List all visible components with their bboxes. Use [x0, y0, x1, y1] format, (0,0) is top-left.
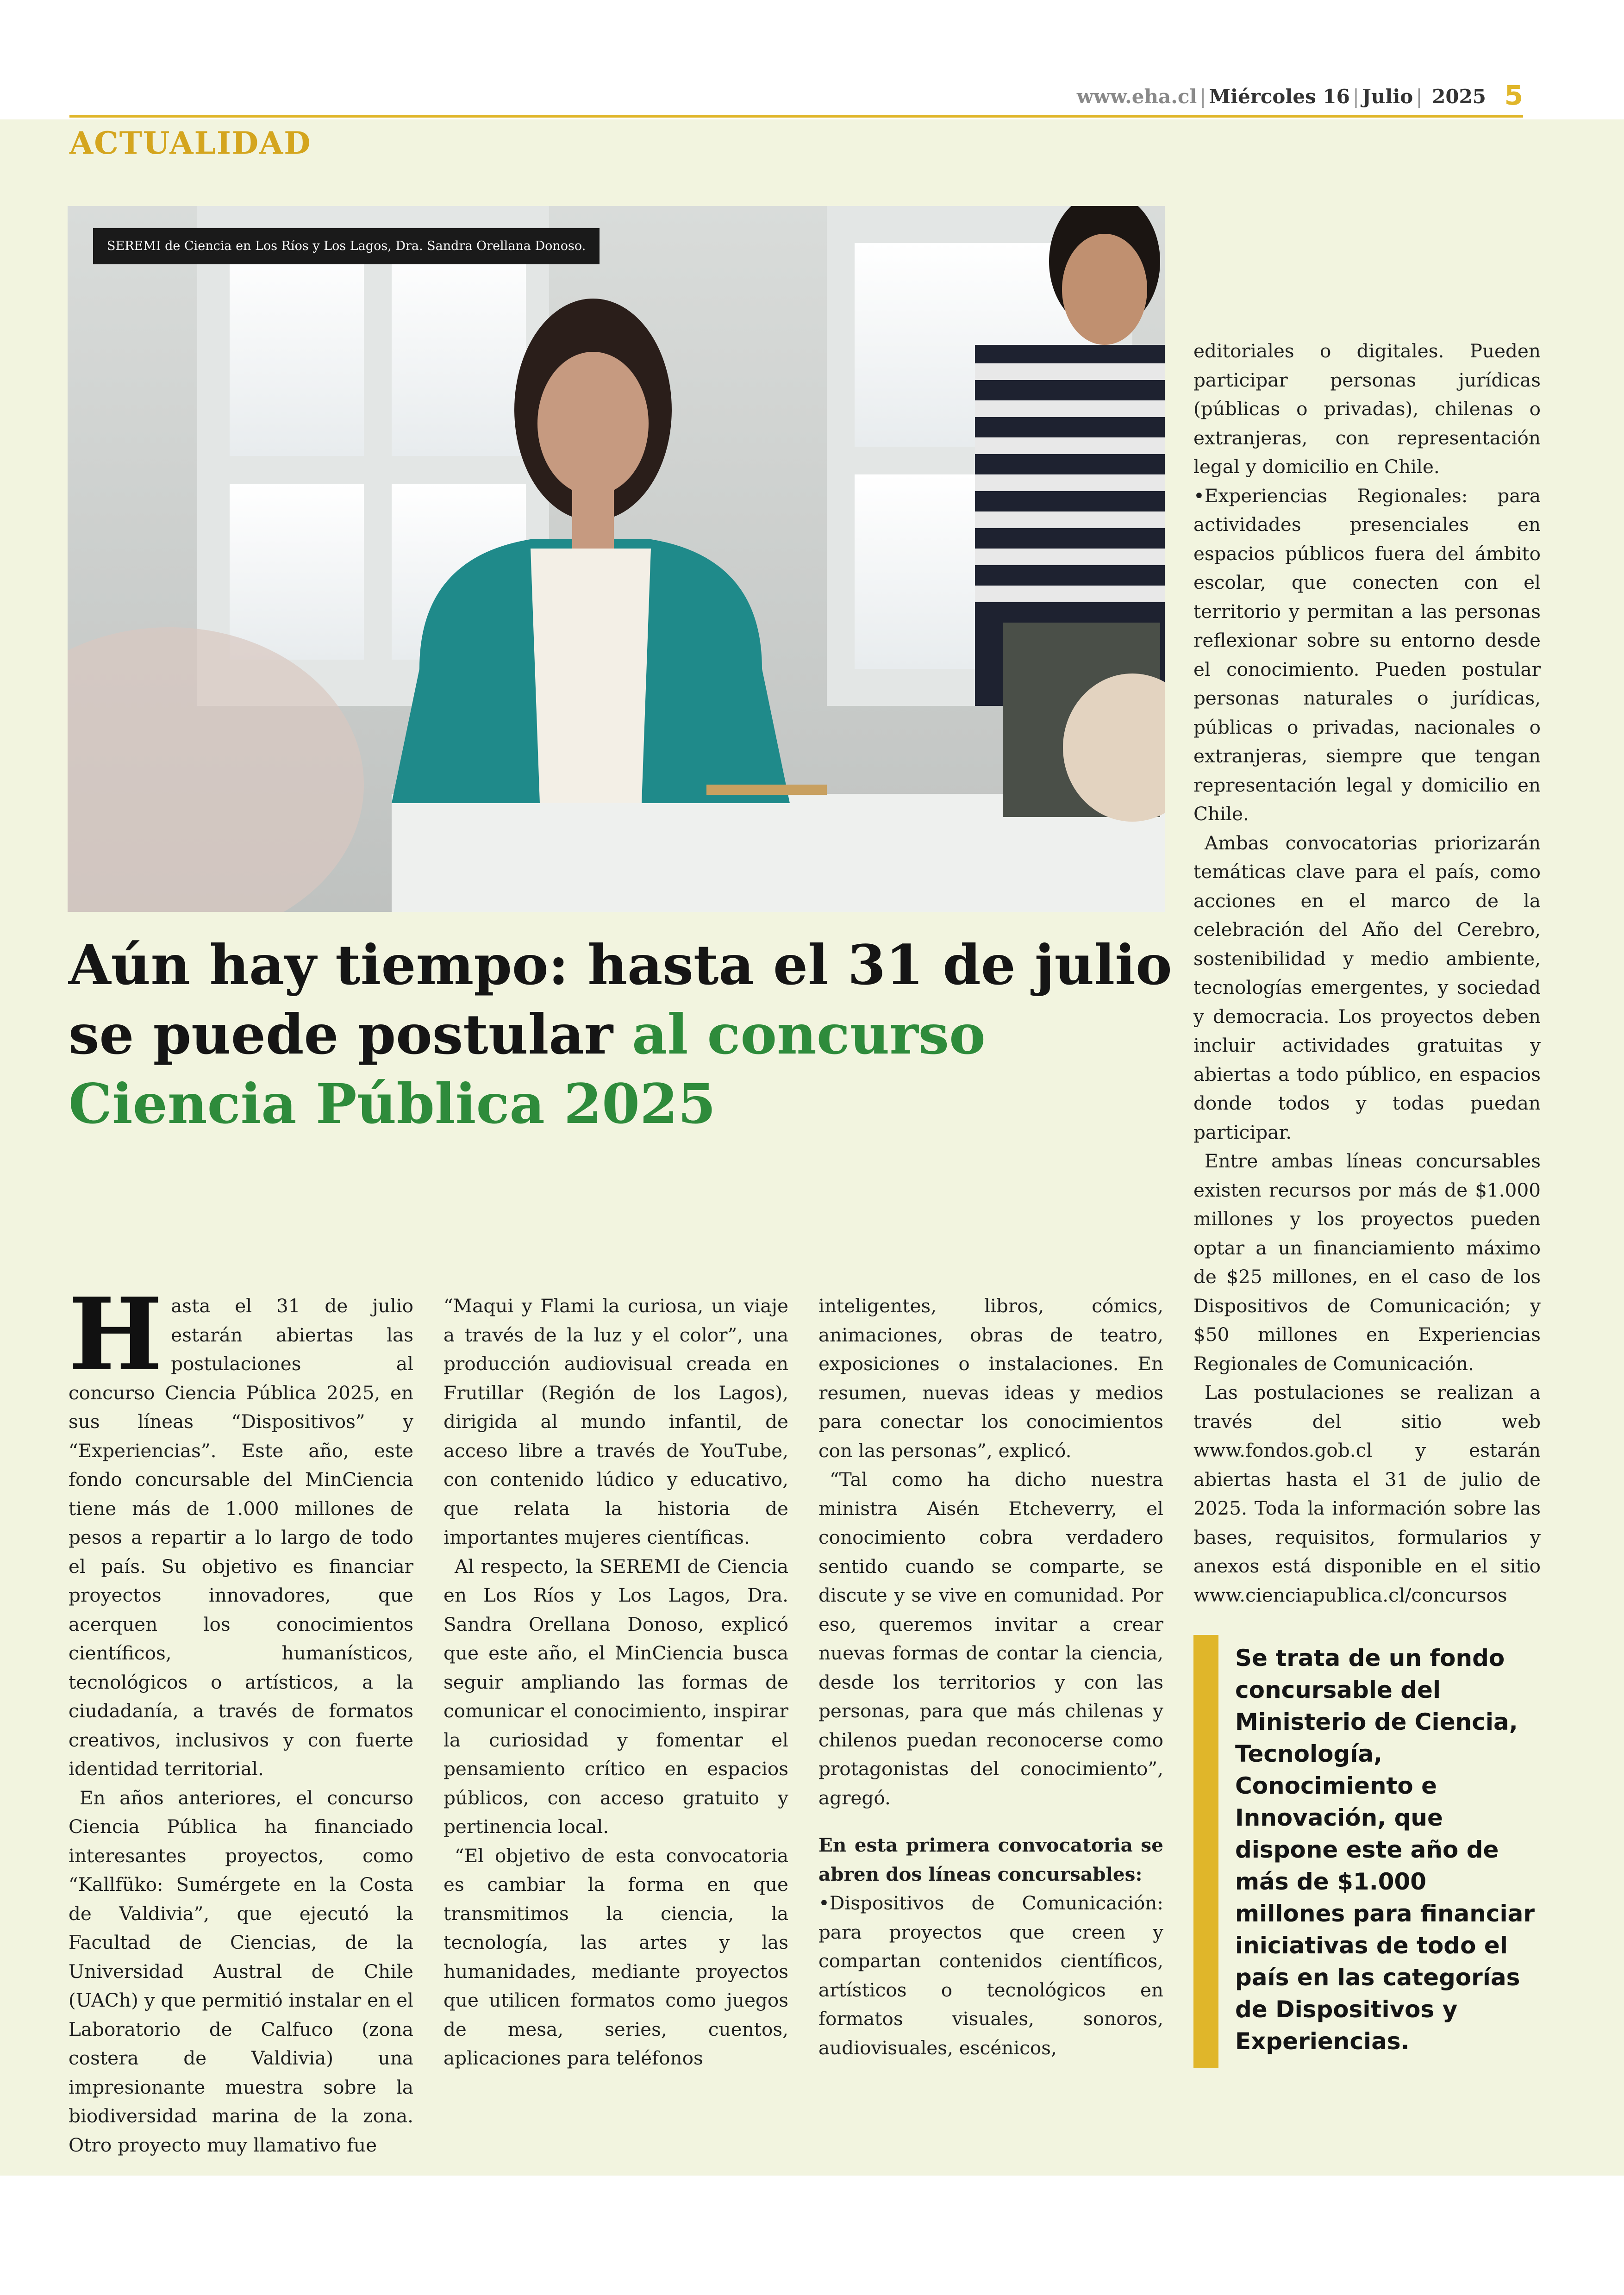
drop-cap: H [69, 1276, 163, 1393]
photo-illustration [68, 206, 1165, 912]
paragraph: inteligentes, libros, cómics, animaciones, obras de teatro, exposiciones o instalaciones. En resumen, nuevas ideas y medios para conectar los conocimientos con las personas”, explicó. [818, 1295, 1163, 1462]
paragraph: Las postulaciones se realizan a través del sitio web www.fondos.gob.cl y estarán abiertas hasta el 31 de julio de 2025. Toda la información sobre las bases, requisitos, formularios y anexos está disponible en el sitio www.cienciapublica.cl/concursos [1193, 1381, 1541, 1606]
header-meta: www.eha.cl | Miércoles 16 | Julio | 2025 [1076, 85, 1486, 108]
paragraph: editoriales o digitales. Pueden participar personas jurídicas (públicas o privadas), chilenas o extranjeras, con representación legal y domicilio en Chile. [1193, 340, 1541, 478]
paragraph: asta el 31 de julio estarán abiertas las postulaciones al concurso Ciencia Pública 2025, en sus líneas “Dispositivos” y “Experiencias”. Este año, este fondo concursable del MinCiencia tiene más de 1.000 millones de pesos a repartir a lo largo de todo el país. Su objetivo es financiar proyectos innovadores, que acerquen los conocimientos científicos, humanísticos, tecnológicos o artísticos, a la ciudadanía, a través de formatos creativos, inclusivos y con fuerte identidad territorial. [69, 1295, 413, 1780]
paragraph: En años anteriores, el concurso Ciencia Pública ha financiado interesantes proyectos, como “Kallfüko: Sumérgete en la Costa de Valdivia”, que ejecutó la Facultad de Ciencias, de la Universidad Austral de Chile (UACh) y que permitió instalar en el Laboratorio de Calfuco (zona costera de Valdivia) una impresionante muestra sobre la biodiversidad marina de la zona. Otro proyecto muy llamativo fue [69, 1786, 413, 2156]
article-column-1 [69, 1276, 413, 2159]
paragraph: •Dispositivos de Comunicación: para proyectos que creen y compartan contenidos científicos, artísticos o tecnológicos en formatos visuales, sonoros, audiovisuales, escénicos, [818, 1892, 1163, 2059]
paragraph: •Experiencias Regionales: para actividades presenciales en espacios públicos fuera del ámbito escolar, que conecten con el territorio y permitan a las personas reflexionar sobre su entorno desde el conocimiento. Pueden postular personas naturales o jurídicas, públicas o privadas, nacionales o extranjeras, siempre que tengan representación legal y domicilio en Chile. [1193, 484, 1541, 825]
headline-black: Aún hay tiempo: hasta el 31 de julio se puede postular [69, 933, 1172, 1066]
page-number: 5 [1504, 80, 1523, 111]
article-photo [68, 206, 1165, 912]
header-year: 2025 [1432, 85, 1486, 108]
paragraph: “Tal como ha dicho nuestra ministra Aisén Etcheverry, el conocimiento cobra verdadero sentido cuando se comparte, se discute y se vive en comunidad. Por eso, queremos invitar a crear nuevas formas de contar la ciencia, desde los territorios y con las personas, para que más chilenas y chilenos puedan reconocerse como protagonistas del conocimiento”, agregó. [818, 1468, 1163, 1809]
paragraph: Entre ambas líneas concursables existen recursos por más de $1.000 millones y los proyectos pueden optar a un financiamiento máximo de $25 millones, en el caso de los Dispositivos de Comunicación; y $50 millones en Experiencias Regionales de Comunicación. [1193, 1150, 1541, 1375]
page-header [69, 82, 1523, 118]
header-month: Julio [1362, 85, 1413, 108]
article-column-4 [1193, 337, 1541, 1609]
paragraph: Al respecto, la SEREMI de Ciencia en Los Ríos y Los Lagos, Dra. Sandra Orellana Donoso, explicó que este año, el MinCiencia busca seguir ampliando las formas de comunicar el conocimiento, inspirar la curiosidad y fomentar el pensamiento crítico en espacios públicos, con acceso gratuito y pertinencia local. [443, 1555, 788, 1838]
subheading: En esta primera convocatoria se abren dos líneas concursables: [818, 1834, 1163, 1885]
paragraph: Ambas convocatorias priorizarán temáticas clave para el país, como acciones en el marco de la celebración del Año del Cerebro, sostenibilidad y medio ambiente, tecnologías emergentes, y sociedad y democracia. Los proyectos deben incluir actividades gratuitas y abiertas a todo público, en espacios donde todos y todas puedan participar. [1193, 831, 1541, 1143]
article-column-2 [443, 1291, 788, 2073]
paragraph: “El objetivo de esta convocatoria es cambiar la forma en que transmitimos la ciencia, la tecnología, las artes y las humanidades, mediante proyectos que utilicen formatos como juegos de mesa, series, cuentos, aplicaciones para teléfonos [443, 1844, 788, 2069]
article-headline [69, 930, 1180, 1139]
photo-caption: SEREMI de Ciencia en Los Ríos y Los Lagos, Dra. Sandra Orellana Donoso. [93, 228, 600, 264]
header-day: Miércoles 16 [1209, 85, 1350, 108]
pull-quote [1193, 1635, 1552, 2068]
article-column-3 [818, 1291, 1163, 2062]
site-url[interactable]: www.eha.cl [1076, 85, 1197, 108]
section-title: ACTUALIDAD [69, 125, 312, 161]
paragraph: “Maqui y Flami la curiosa, un viaje a través de la luz y el color”, una producción audiovisual creada en Frutillar (Región de los Lagos), dirigida al mundo infantil, de acceso libre a través de YouTube, con contenido lúdico y educativo, que relata la historia de importantes mujeres científicas. [443, 1295, 788, 1548]
headline-green: al concurso Ciencia Pública 2025 [69, 1002, 986, 1136]
pull-quote-text: Se trata de un fondo concursable del Ministerio de Ciencia, Tecnología, Conocimiento e Innovación, que dispone este año de más de $1.000 millones para financiar iniciativas de todo el país en las categorías de Dispositivos y Experiencias. [1235, 1645, 1535, 2055]
